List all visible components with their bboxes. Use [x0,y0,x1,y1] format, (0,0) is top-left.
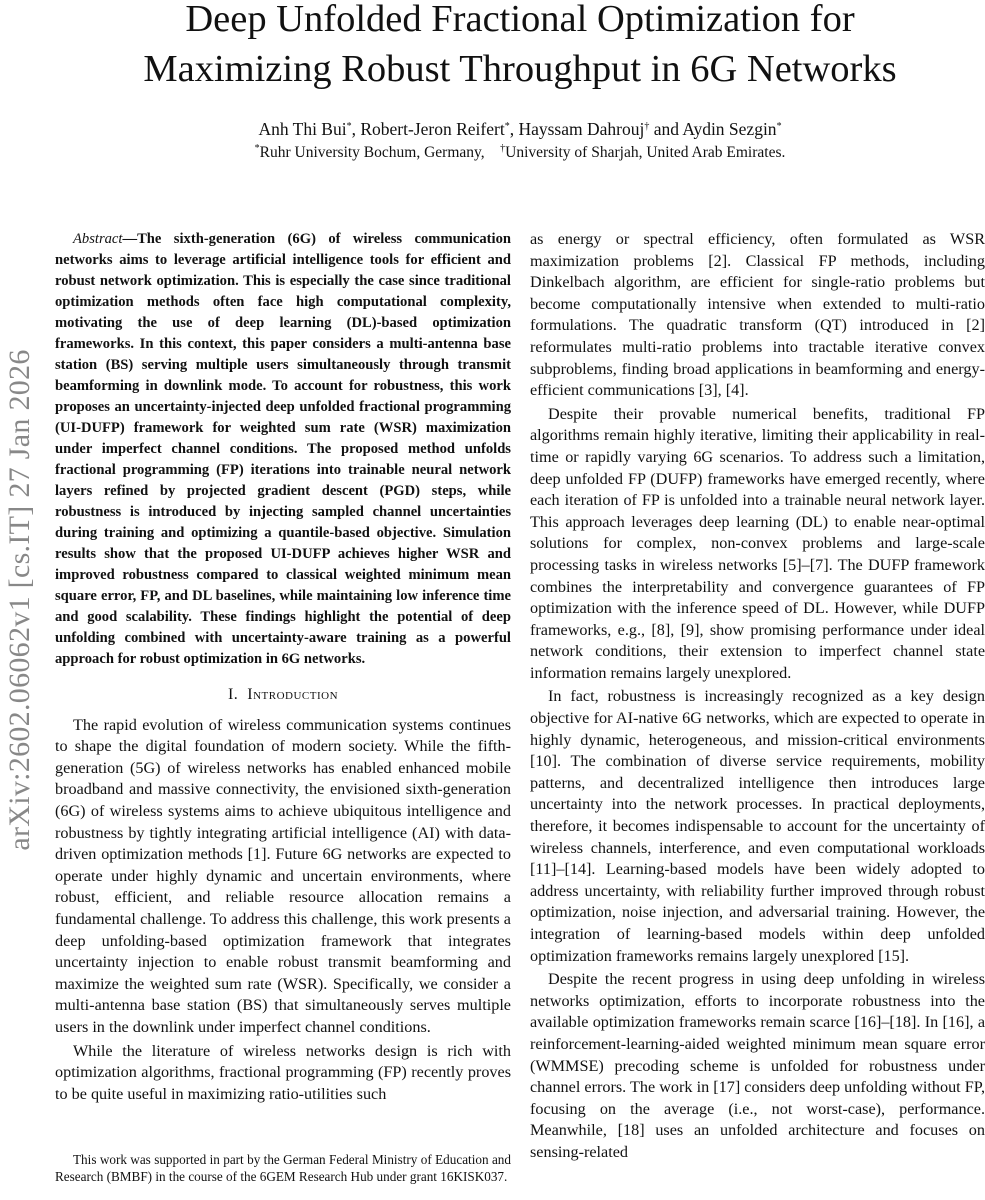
author-name: Anh Thi Bui [258,119,347,139]
right-column [530,229,985,1164]
affiliation: University of Sharjah, United Arab Emirates. [505,144,786,161]
abstract [55,229,511,670]
paragraph: as energy or spectral efficiency, often formulated as WSR maximization problems [2]. Classical FP methods, including Dinkelbach algorithm, are efficient for single-ratio problems but become computationally intensive when extended to multi-ratio formulations. The quadratic transform (QT) introduced in [2] reformulates multi-ratio problems into tractable iterative convex subproblems, finding broad applications in beamforming and energy-efficient communications [3], [4]. [530,230,985,400]
paragraph: Despite their provable numerical benefits, traditional FP algorithms remain highly iterative, limiting their applicability in real-time or rapidly varying 6G scenarios. To address such a limitation, deep unfolded FP (DUFP) frameworks have emerged recently, where each iteration of FP is unfolded into a trainable neural network layer. This approach leverages deep learning (DL) to enable near-optimal solutions for complex, non-convex problems and large-scale processing tasks in wireless networks [5]–[7]. The DUFP framework combines the interpretability and convergence guarantees of FP optimization with the inference speed of DL. However, while DUFP frameworks, e.g., [8], [9], show promising performance under ideal network conditions, their extension to imperfect channel state information remains largely unexplored. [530,404,985,682]
arxiv-identifier: arXiv:2602.06062v1 [cs.IT] 27 Jan 2026 [3,349,36,851]
paragraph: Despite the recent progress in using deep unfolding in wireless networks optimization, efforts to incorporate robustness into the available optimization frameworks remain scarce [16]–[18]. In [16], a reinforcement-learning-aided weighted minimum mean square error (WMMSE) precoding scheme is unfolded for robustness under channel errors. The work in [17] considers deep unfolding without FP, focusing on the average (i.e., not worst-case), performance. Meanwhile, [18] uses an unfolded architecture and focuses on sensing-related [530,970,985,1161]
abstract-text: —The sixth-generation (6G) of wireless communication networks aims to leverage artificial intelligence tools for efficient and robust network optimization. This is especially the case since traditional optimization methods often face high computational complexity, motivating the use of deep learning (DL)-based optimization frameworks. In this context, this paper considers a multi-antenna base station (BS) serving multiple users simultaneously through transmit beamforming in downlink mode. To account for robustness, this work proposes an uncertainty-injected deep unfolded fractional programming (UI-DUFP) framework for weighted sum rate (WSR) maximization under imperfect channel conditions. The proposed method unfolds fractional programming (FP) iterations into trainable neural network layers refined by projected gradient descent (PGD) steps, while robustness is introduced by injecting sampled channel uncertainties during training and optimizing a quantile-based objective. Simulation results show that the proposed UI-DUFP achieves higher WSR and improved robustness compared to classical weighted minimum mean square error, FP, and DL baselines, while maintaining low inference time and good scalability. These findings highlight the potential of deep unfolding combined with uncertainty-aware training as a powerful approach for robust optimization in 6G networks. [55,231,511,667]
affil-mark: † [500,143,506,154]
section-title: Introduction [247,686,339,703]
affil-mark: * [776,121,782,132]
abstract-label: Abstract [73,231,123,247]
author-name: Aydin Sezgin [682,119,777,139]
affiliation: Ruhr University Bochum, Germany, [259,144,485,161]
affiliations [0,142,985,164]
paragraph: While the literature of wireless networks design is rich with optimization algorithms, fractional programming (FP) recently proves to be quite useful in maximizing ratio-utilities such [55,1041,511,1103]
footnote: This work was supported in part by the German Federal Ministry of Education and Research (BMBF) in the course of the 6GEM Research Hub under grant 16KISK037. [55,1152,511,1184]
left-column [55,229,511,1105]
section-heading [55,684,511,706]
paper-title [0,0,985,94]
affil-mark: † [644,121,650,132]
title-line-2: Maximizing Robust Throughput in 6G Networks [143,48,897,90]
author-name: Hayssam Dahrouj [518,119,645,139]
paragraph: In fact, robustness is increasingly recognized as a key design objective for AI-native 6G networks, which are expected to operate in highly dynamic, heterogeneous, and mission-critical environments [10]. The combination of diverse service requirements, mobility patterns, and decentralized intelligence then introduces large uncertainty into the network processes. In practical deployments, therefore, it becomes indispensable to account for the uncertainty of wireless channels, interference, and even computational workloads [11]–[14]. Learning-based models have been widely adopted to address uncertainty, with reliability further improved through robust optimization, noise injection, and adversarial training. However, the integration of learning-based models within deep unfolded optimization frameworks remains largely unexplored [15]. [530,687,985,965]
section-number: I. [227,686,239,703]
author-conj: and [653,119,679,139]
affil-mark: * [504,121,510,132]
paragraph: The rapid evolution of wireless communication systems continues to shape the digital foundation of modern society. While the fifth-generation (5G) of wireless networks has enabled enhanced mobile broadband and massive connectivity, the envisioned sixth-generation (6G) of wireless systems aims to achieve ubiquitous intelligence and robustness by tightly integrating artificial intelligence (AI) with data-driven optimization methods [1]. Future 6G networks are expected to operate under highly dynamic and uncertain environments, where robust, efficient, and reliable resource allocation remains a fundamental challenge. To address this challenge, this work presents a deep unfolding-based optimization framework that integrates uncertainty injection to enable robust transmit beamforming and maximize the weighted sum rate (WSR). Specifically, we consider a multi-antenna base station (BS) that simultaneously serves multiple users in the downlink under imperfect channel conditions. [55,715,511,1036]
title-line-1: Deep Unfolded Fractional Optimization for [185,0,855,40]
affil-mark: * [254,143,260,154]
author-list: Anh Thi Bui*, Robert-Jeron Reifert*, Hayssam Dahrouj† and Aydin Sezgin* [258,119,782,139]
affil-mark: * [346,121,352,132]
author-name: Robert-Jeron Reifert [360,119,505,139]
